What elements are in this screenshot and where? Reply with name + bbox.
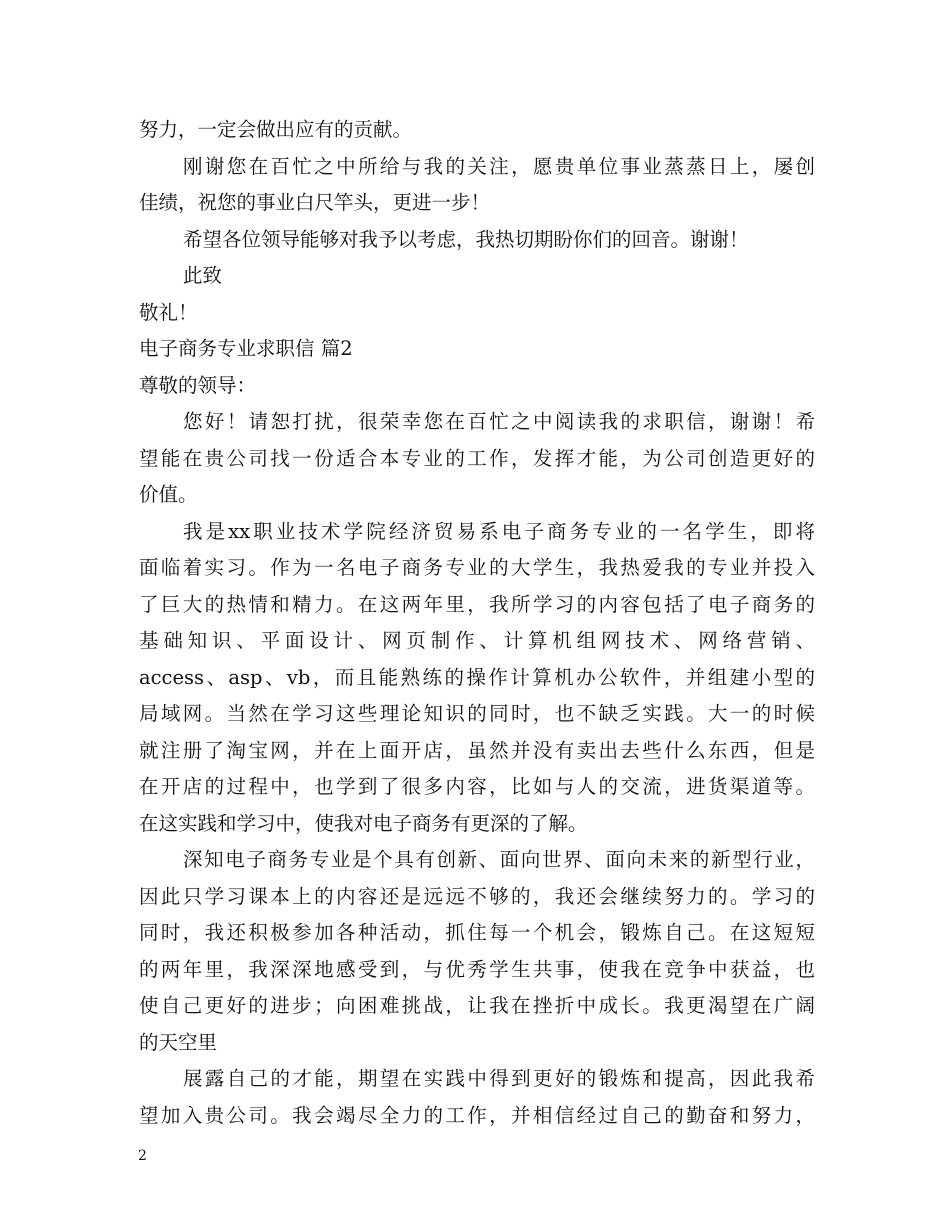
paragraph-line: 的天空里 <box>139 1030 218 1054</box>
paragraph-line: 佳绩，祝您的事业白尺竿头，更进一步！ <box>139 191 491 214</box>
paragraph-line: 局域网。当然在学习这些理论知识的同时，也不缺乏实践。大一的时候 <box>139 702 815 725</box>
paragraph-line: 希望各位领导能够对我予以考虑，我热切期盼你们的回音。谢谢！ <box>183 227 749 251</box>
salutation: 尊敬的领导： <box>139 373 257 397</box>
paragraph-line: 使自己更好的进步；向困难挑战，让我在挫折中成长。我更渴望在广阔 <box>139 994 815 1017</box>
paragraph-line: 因此只学习课本上的内容还是远远不够的，我还会继续努力的。学习的 <box>139 884 815 908</box>
page-number: 2 <box>138 1148 147 1164</box>
paragraph-line: 望能在贵公司找一份适合本专业的工作，发挥才能，为公司创造更好的 <box>139 446 815 470</box>
section-title: 电子商务专业求职信 篇2 <box>139 337 353 360</box>
paragraph-line: 深知电子商务专业是个具有创新、面向世界、面向未来的新型行业， <box>183 848 815 871</box>
paragraph-line: 基础知识、平面设计、网页制作、计算机组网技术、网络营销、 <box>139 629 815 652</box>
paragraph-line: 了巨大的热情和精力。在这两年里，我所学习的内容包括了电子商务的 <box>139 592 815 616</box>
paragraph-line: 价值。 <box>139 483 198 506</box>
paragraph-line: 刚谢您在百忙之中所给与我的关注，愿贵单位事业蒸蒸日上，屡创 <box>183 154 815 178</box>
paragraph-line: 面临着实习。作为一名电子商务专业的大学生，我热爱我的专业并投入 <box>139 556 815 579</box>
closing-line: 敬礼！ <box>139 300 198 324</box>
paragraph-line: 望加入贵公司。我会竭尽全力的工作，并相信经过自己的勤奋和努力， <box>139 1103 815 1127</box>
paragraph-line: 在开店的过程中，也学到了很多内容，比如与人的交流，进货渠道等。 <box>139 775 815 798</box>
paragraph-line: 就注册了淘宝网，并在上面开店，虽然并没有卖出去些什么东西，但是 <box>139 738 815 762</box>
paragraph-line: access、asp、vb，而且能熟练的操作计算机办公软件，并组建小型的 <box>139 665 815 689</box>
paragraph-line: 我是xx职业技术学院经济贸易系电子商务专业的一名学生，即将 <box>183 519 815 543</box>
paragraph-line: 在这实践和学习中，使我对电子商务有更深的了解。 <box>139 811 588 835</box>
document-body <box>139 112 815 1134</box>
paragraph-line: 您好！请恕打扰，很荣幸您在百忙之中阅读我的求职信，谢谢！希 <box>183 410 815 433</box>
paragraph-line: 同时，我还积极参加各种活动，抓住每一个机会，锻炼自己。在这短短 <box>139 921 815 944</box>
closing-line: 此致 <box>183 264 223 287</box>
paragraph-line: 的两年里，我深深地感受到，与优秀学生共事，使我在竞争中获益，也 <box>139 957 815 981</box>
paragraph-line: 努力，一定会做出应有的贡献。 <box>139 118 413 141</box>
paragraph-line: 展露自己的才能，期望在实践中得到更好的锻炼和提高，因此我希 <box>183 1067 815 1090</box>
